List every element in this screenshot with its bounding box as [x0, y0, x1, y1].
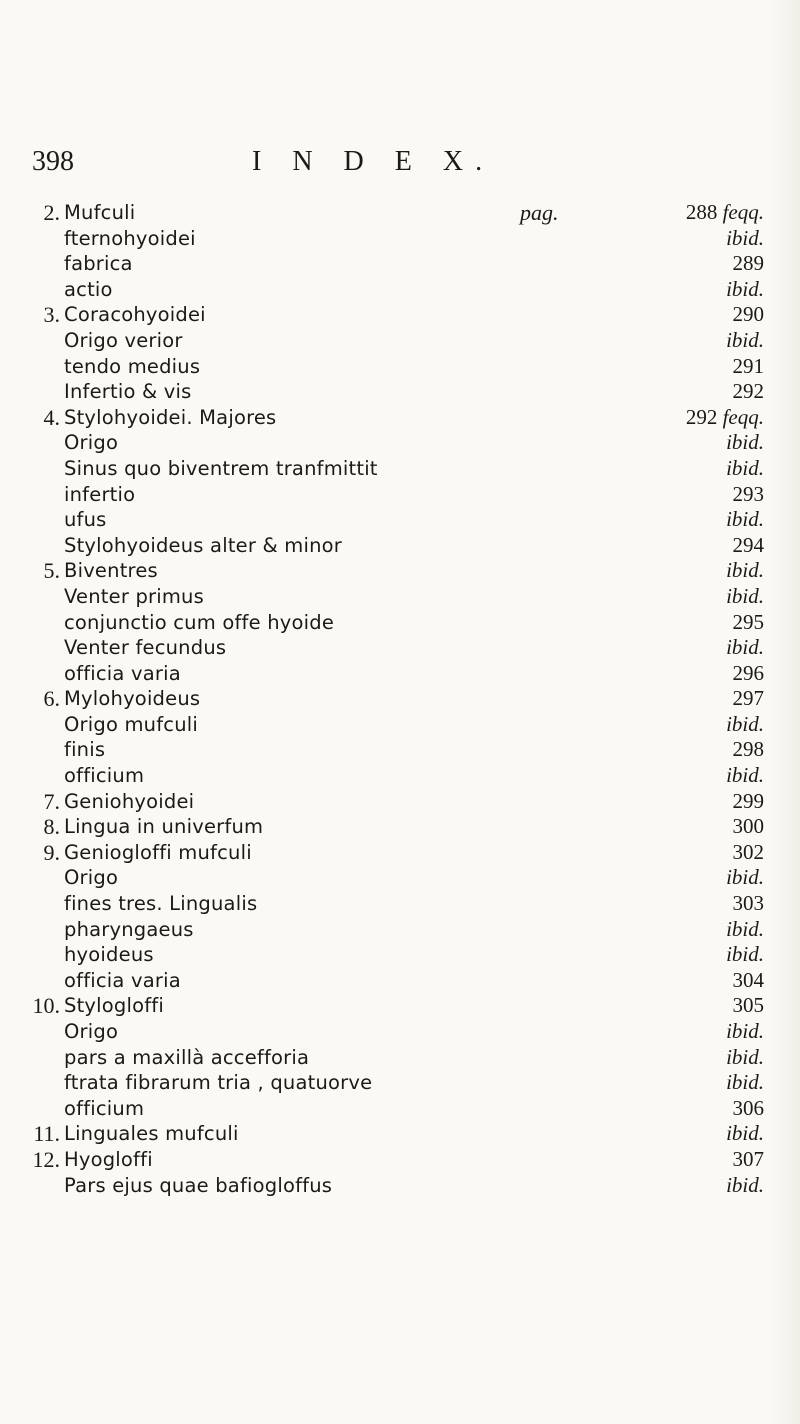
entry-label: Infertio & vis	[64, 380, 192, 404]
page-ref-italic: ibid.	[726, 1070, 764, 1095]
page-ref-italic: ibid.	[726, 1019, 764, 1043]
page-ref-italic: ibid.	[726, 558, 764, 583]
entry-page-ref	[524, 840, 764, 866]
index-entry	[0, 354, 800, 380]
entry-label: Origo	[64, 431, 119, 455]
page-ref-number: 304	[732, 967, 764, 992]
entry-label: Venter primus	[64, 584, 204, 608]
entry-label: fternohyoidei	[64, 226, 196, 250]
entry-page-ref	[524, 456, 764, 482]
index-entries	[0, 200, 800, 1198]
index-entry	[0, 840, 800, 866]
entry-page-ref	[524, 1121, 764, 1147]
entry-page-ref	[524, 712, 764, 738]
page-ref-number: 289	[732, 251, 764, 276]
index-entry	[0, 533, 800, 559]
entry-label: Geniogloffi mufculi	[64, 840, 252, 864]
entry-page-ref	[524, 558, 764, 584]
page-ref-number: 299	[732, 788, 764, 813]
index-entry	[0, 789, 800, 815]
entry-page-ref	[524, 226, 764, 252]
page-ref-italic: ibid.	[726, 455, 764, 480]
entry-page-ref	[524, 1070, 764, 1096]
entry-page-ref	[524, 737, 764, 763]
entry-label: Origo	[64, 866, 119, 890]
index-entry	[0, 1019, 800, 1045]
page-ref-number: 288	[685, 200, 718, 224]
page-ref-italic: ibid.	[726, 1044, 764, 1069]
page-ref-number: 305	[732, 993, 764, 1018]
entry-label: Origo	[64, 1020, 119, 1043]
entry-page-ref	[524, 1147, 764, 1173]
page-ref-number: 290	[732, 302, 764, 327]
entry-number: 9.	[43, 839, 60, 865]
entry-number: 12.	[32, 1146, 60, 1172]
entry-label: fabrica	[64, 252, 133, 276]
index-entry	[0, 891, 800, 917]
entry-label: Coracohyoidei	[64, 303, 206, 327]
index-entry	[0, 1147, 800, 1173]
index-entry	[0, 635, 800, 661]
entry-page-ref	[524, 891, 764, 917]
entry-label: Venter fecundus	[64, 636, 227, 660]
entry-label: actio	[64, 277, 113, 301]
entry-page-ref	[524, 354, 764, 380]
entry-page-ref	[524, 430, 764, 456]
index-entry	[0, 200, 800, 226]
page-number: 398	[32, 146, 74, 177]
page-ref-number: 291	[732, 353, 764, 378]
entry-label: officium	[64, 1096, 145, 1120]
entry-page-ref	[524, 405, 764, 431]
entry-label: pharyngaeus	[64, 917, 194, 941]
entry-page-ref	[524, 200, 764, 226]
entry-label: officia varia	[64, 661, 181, 685]
index-entry	[0, 968, 800, 994]
entry-label: ufus	[64, 508, 107, 532]
index-entry	[0, 558, 800, 584]
entry-page-ref	[524, 942, 764, 968]
page-ref-italic: ibid.	[726, 635, 764, 660]
pag-label: pag.	[520, 200, 559, 225]
index-entry	[0, 993, 800, 1019]
entry-page-ref	[524, 789, 764, 815]
entry-number: 6.	[43, 686, 60, 712]
page-ref-number: 297	[732, 686, 764, 711]
entry-page-ref	[524, 635, 764, 661]
entry-label: Hyogloffi	[64, 1147, 153, 1171]
entry-page-ref	[524, 610, 764, 636]
entry-number: 7.	[43, 788, 60, 814]
entry-page-ref	[524, 1019, 764, 1045]
index-entry	[0, 584, 800, 610]
entry-label: tendo medius	[64, 354, 201, 378]
entry-label: Origo verior	[64, 328, 183, 352]
index-entry	[0, 1096, 800, 1122]
page-ref-italic: feqq.	[722, 404, 764, 429]
index-entry	[0, 737, 800, 763]
entry-page-ref	[524, 251, 764, 277]
page-ref-italic: ibid.	[726, 327, 764, 352]
entry-page-ref	[524, 328, 764, 354]
entry-label: Linguales mufculi	[64, 1122, 239, 1146]
entry-page-ref	[524, 763, 764, 789]
entry-label: finis	[64, 738, 106, 762]
index-entry	[0, 328, 800, 354]
entry-label: Stylogloffi	[64, 994, 164, 1018]
index-entry	[0, 251, 800, 277]
entry-page-ref	[524, 814, 764, 840]
entry-number: 8.	[43, 814, 60, 840]
page-ref-italic: ibid.	[726, 276, 764, 301]
entry-label: Stylohyoideus alter & minor	[64, 533, 342, 557]
page-ref-number: 300	[732, 814, 764, 839]
entry-label: hyoideus	[64, 943, 154, 967]
entry-label: Pars ejus quae bafiogloffus	[64, 1173, 333, 1197]
index-entry	[0, 814, 800, 840]
entry-label: infertio	[64, 482, 136, 506]
page-ref-number: 294	[732, 532, 764, 557]
entry-label: Stylohyoidei. Majores	[64, 405, 277, 429]
entry-label: fines tres. Lingualis	[64, 892, 258, 916]
entry-label: officia varia	[64, 968, 181, 992]
index-entry	[0, 405, 800, 431]
page-ref-italic: ibid.	[726, 865, 764, 890]
entry-label: ftrata fibrarum tria , quatuorve	[64, 1071, 373, 1095]
entry-page-ref	[524, 533, 764, 559]
entry-label: Lingua in univerfum	[64, 815, 264, 839]
index-entry	[0, 482, 800, 508]
index-entry	[0, 226, 800, 252]
page-ref-italic: ibid.	[726, 916, 764, 941]
entry-page-ref	[524, 686, 764, 712]
page-ref-number: 292	[685, 404, 718, 429]
page-ref-number: 295	[732, 609, 764, 634]
index-entry	[0, 610, 800, 636]
entry-number: 4.	[43, 404, 60, 430]
page-ref-number: 306	[732, 1095, 764, 1120]
page-ref-number: 292	[732, 379, 764, 404]
index-entry	[0, 1173, 800, 1199]
page-ref-italic: ibid.	[726, 763, 764, 788]
entry-number: 11.	[33, 1121, 60, 1147]
page-ref-italic: ibid.	[726, 1172, 764, 1197]
page-ref-italic: ibid.	[726, 711, 764, 736]
entry-label: pars a maxillà accefforia	[64, 1045, 310, 1069]
index-entry	[0, 1045, 800, 1071]
entry-page-ref	[524, 865, 764, 891]
entry-page-ref	[524, 507, 764, 533]
entry-page-ref	[524, 1173, 764, 1199]
entry-number: 10.	[32, 993, 60, 1019]
index-entry	[0, 277, 800, 303]
entry-page-ref	[524, 302, 764, 328]
page-ref-italic: ibid.	[726, 1121, 764, 1146]
entry-label: Origo mufculi	[64, 712, 199, 736]
page-ref-number: 293	[732, 481, 764, 506]
entry-label: Sinus quo biventrem tranfmittit	[64, 456, 378, 480]
page-ref-italic: ibid.	[726, 430, 764, 455]
entry-page-ref	[524, 968, 764, 994]
entry-label: Mufculi	[64, 201, 136, 224]
entry-page-ref	[524, 661, 764, 687]
page-ref-italic: ibid.	[726, 225, 764, 250]
page-ref-italic: ibid.	[726, 583, 764, 608]
entry-page-ref	[524, 993, 764, 1019]
index-entry	[0, 686, 800, 712]
page-ref-number: 307	[732, 1146, 764, 1171]
entry-number: 2.	[43, 200, 60, 225]
index-entry	[0, 763, 800, 789]
page-ref-number: 298	[732, 737, 764, 762]
index-entry	[0, 712, 800, 738]
page-header	[32, 146, 632, 186]
entry-page-ref	[524, 379, 764, 405]
index-entry	[0, 507, 800, 533]
entry-number: 5.	[43, 558, 60, 584]
entry-label: Mylohyoideus	[64, 687, 201, 711]
page-ref-italic: ibid.	[726, 942, 764, 967]
index-entry	[0, 1070, 800, 1096]
entry-page-ref	[524, 584, 764, 610]
index-entry	[0, 302, 800, 328]
page-ref-number: 302	[732, 839, 764, 864]
page-ref-number: 296	[732, 660, 764, 685]
index-entry	[0, 942, 800, 968]
index-entry	[0, 661, 800, 687]
running-head: I N D E X.	[252, 146, 495, 177]
index-entry	[0, 456, 800, 482]
entry-label: Biventres	[64, 559, 158, 583]
index-entry	[0, 917, 800, 943]
page-ref-number: 303	[732, 891, 764, 916]
entry-page-ref	[524, 917, 764, 943]
entry-label: conjunctio cum offe hyoide	[64, 610, 335, 634]
entry-page-ref	[524, 1096, 764, 1122]
page-ref-italic: feqq.	[722, 200, 764, 224]
index-entry	[0, 430, 800, 456]
entry-label: Geniohyoidei	[64, 789, 195, 813]
page-ref-italic: ibid.	[726, 507, 764, 532]
index-entry	[0, 865, 800, 891]
entry-page-ref	[524, 277, 764, 303]
index-entry	[0, 1121, 800, 1147]
index-entry	[0, 379, 800, 405]
entry-number: 3.	[43, 302, 60, 328]
entry-label: officium	[64, 764, 145, 788]
entry-page-ref	[524, 1045, 764, 1071]
entry-page-ref	[524, 482, 764, 508]
